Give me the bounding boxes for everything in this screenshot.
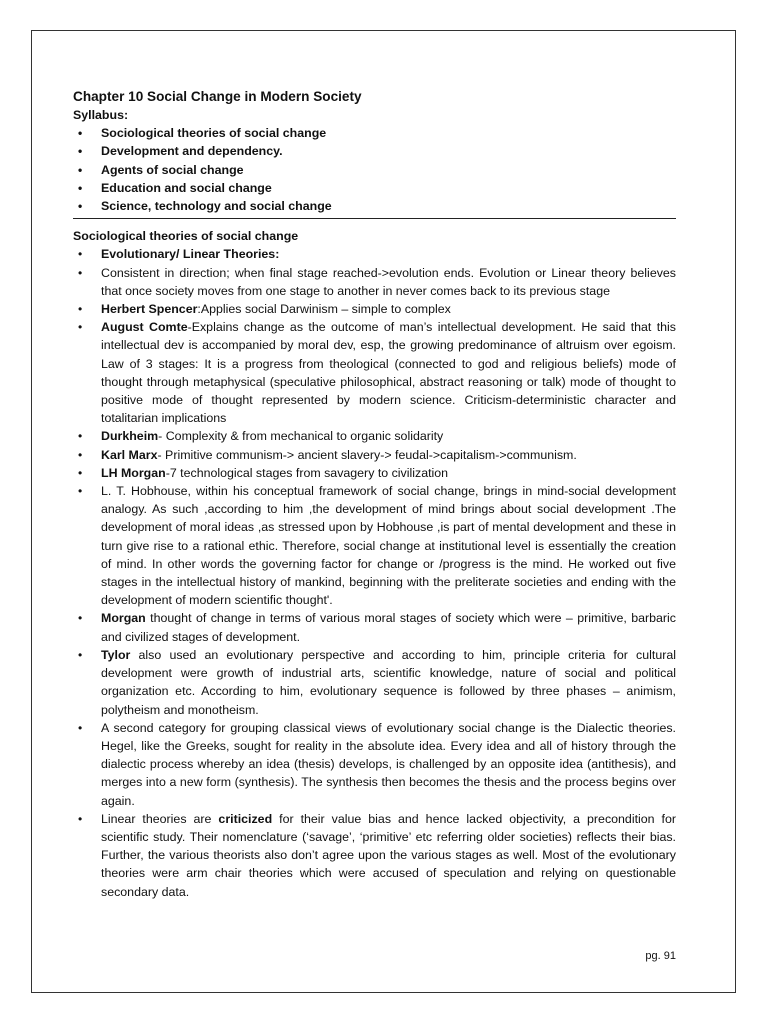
syllabus-item: • Science, technology and social change bbox=[73, 197, 676, 215]
document-body bbox=[73, 88, 676, 901]
bullet-bold-term: Evolutionary/ Linear Theories: bbox=[101, 247, 280, 262]
theory-bullet bbox=[73, 719, 676, 810]
bullet-text: A second category for grouping classical views of evolutionary social change is the Dialectic theories. Hegel, like the Greeks, sought for reality in the absolute idea. Every idea and all of history through the dialectic process whereby an idea (thesis) develops, is challenged by an opposite idea (antithesis), and merges into a new form (synthesis). The synthesis then becomes the thesis and the process begins over again. bbox=[101, 720, 676, 808]
bullet-text: :Applies social Darwinism – simple to complex bbox=[197, 302, 451, 317]
bullet-bold-term: Durkheim bbox=[101, 429, 159, 444]
page-number: pg. 91 bbox=[645, 950, 676, 962]
theory-bullet bbox=[73, 300, 676, 318]
bullet-bold-term: LH Morgan bbox=[101, 465, 166, 480]
theory-bullet bbox=[73, 810, 676, 901]
bullet-text: for their value bias and hence lacked objectivity, a precondition for scientific study. Their nomenclature (‘savage’, ‘primitive’ etc referring older societies) reflects their bias. Further, the various theorists also don’t agree upon the various stages as well. Most of the evolutionary theories were arm chair theories which were accused of speculation and relying on questionable secondary data. bbox=[101, 811, 676, 899]
theory-bullet bbox=[73, 482, 676, 609]
theory-bullet bbox=[73, 646, 676, 719]
syllabus-item: • Sociological theories of social change bbox=[73, 124, 676, 142]
theory-bullet bbox=[73, 446, 676, 464]
bullet-text: L. T. Hobhouse, within his conceptual framework of social change, brings in mind-social development analogy. As such ,according to him ,the development of mind brings about social development .The development of moral ideas ,as stressed upon by Hobhouse ,is part of mental development and these in turn give rise to a rational ethic. Therefore, social change at institutional level is essentially the creation of mind. In other words the governing factor for change or /progress is the mind. He worked out five stages in the intellectual history of mankind, beginning with the preliterate societies and ending with the development of modern scientific thought'. bbox=[101, 484, 676, 608]
syllabus-item: • Development and dependency. bbox=[73, 142, 676, 160]
syllabus-heading: Syllabus: bbox=[73, 108, 129, 122]
bullet-bold-term: Tylor bbox=[101, 647, 131, 662]
bullet-text: -Explains change as the outcome of man’s intellectual development. He said that this intellectual dev is accompanied by moral dev, esp, the growing predominance of altruism over egoism. Law of 3 stages: It is a progress from theological (connected to god and religious beliefs) mode of thought through metaphysical (speculative philosophical, abstract reasoning or talk) mode of thought to positive mode of thought represented by modern science. Criticism-deterministic character and totalitarian implications bbox=[101, 320, 677, 426]
chapter-title: Chapter 10 Social Change in Modern Society bbox=[73, 89, 362, 104]
theory-bullet bbox=[73, 318, 676, 427]
theory-bullet bbox=[73, 427, 676, 445]
bullet-lead-text: Linear theories are bbox=[101, 811, 219, 826]
section-divider bbox=[73, 218, 676, 219]
bullet-bold-term: Herbert Spencer bbox=[101, 302, 198, 317]
bullet-bold-term: criticized bbox=[218, 811, 273, 826]
theory-bullet bbox=[73, 609, 676, 645]
syllabus-list bbox=[73, 124, 676, 215]
bullet-text: Consistent in direction; when final stage reached->evolution ends. Evolution or Linear theory believes that once society moves from one stage to another in never comes back to its previous stage bbox=[101, 265, 676, 298]
theory-bullet bbox=[73, 245, 676, 263]
section-heading: Sociological theories of social change bbox=[73, 229, 299, 244]
bullet-text: thought of change in terms of various moral stages of society which were – primitive, barbaric and civilized stages of development. bbox=[101, 611, 676, 644]
syllabus-item: • Education and social change bbox=[73, 179, 676, 197]
bullet-text: -7 technological stages from savagery to civilization bbox=[165, 465, 449, 480]
theory-list bbox=[73, 245, 676, 900]
bullet-text: - Complexity & from mechanical to organic solidarity bbox=[158, 429, 444, 444]
syllabus-item: • Agents of social change bbox=[73, 161, 676, 179]
theory-bullet bbox=[73, 264, 676, 300]
bullet-text: - Primitive communism-> ancient slavery-> feudal->capitalism->communism. bbox=[157, 447, 577, 462]
bullet-bold-term: Morgan bbox=[101, 611, 146, 626]
bullet-bold-term: Karl Marx bbox=[101, 447, 158, 462]
theory-bullet bbox=[73, 464, 676, 482]
bullet-text: also used an evolutionary perspective and according to him, principle criteria for cultural development were growth of industrial arts, scientific knowledge, nature of social and political organization etc. According to him, evolutionary sequence is followed by three phases – animism, polytheism and monotheism. bbox=[101, 647, 676, 717]
bullet-bold-term: August Comte bbox=[101, 320, 188, 335]
